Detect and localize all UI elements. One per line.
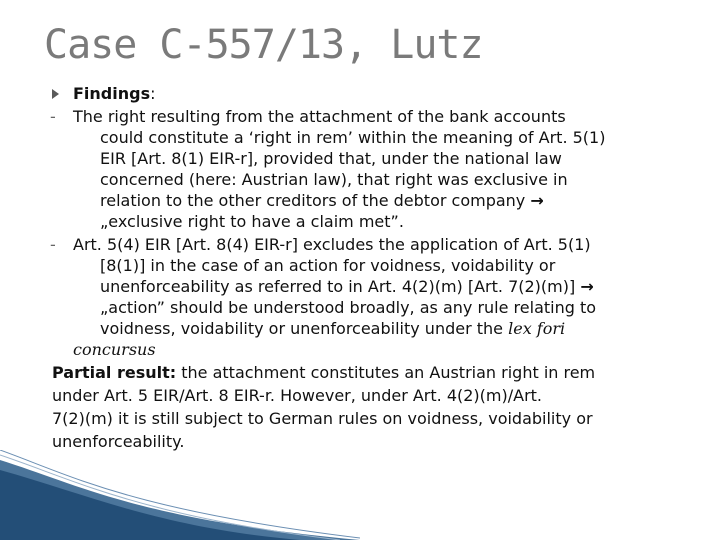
partial-result-line: under Art. 5 EIR/Art. 8 EIR-r. However, under Art. 4(2)(m)/Art. xyxy=(52,386,543,405)
item-line: Art. 5(4) EIR [Art. 8(4) EIR-r] excludes the application of Art. 5(1) xyxy=(73,235,591,254)
item-line-with-italic xyxy=(0,317,700,340)
triangle-bullet-icon xyxy=(52,89,59,99)
findings-heading xyxy=(0,82,700,105)
item-line: [8(1)] in the case of an action for voidness, voidability or xyxy=(100,256,556,275)
item-line: unenforceability as referred to in Art. 4(2)(m) [Art. 7(2)(m)] xyxy=(100,277,576,296)
slide-body xyxy=(0,82,700,453)
partial-result-label: Partial result: xyxy=(52,363,177,382)
item-line: „action” should be understood broadly, as any rule relating to xyxy=(100,298,597,317)
decorative-wave xyxy=(0,450,360,540)
partial-result-line: unenforceability. xyxy=(52,432,185,451)
findings-colon: : xyxy=(150,84,156,103)
item-line: The right resulting from the attachment of the bank accounts xyxy=(73,107,566,126)
findings-label: Findings xyxy=(73,84,151,103)
right-arrow-icon: → xyxy=(580,277,594,296)
list-item xyxy=(0,233,700,256)
partial-result-line: the attachment constitutes an Austrian right in rem xyxy=(181,363,596,382)
item-line: concerned (here: Austrian law), that right was exclusive in xyxy=(100,170,568,189)
dash-bullet: - xyxy=(50,107,56,126)
partial-result-line: 7(2)(m) it is still subject to German rules on voidness, voidability or xyxy=(52,409,593,428)
italic-term: concursus xyxy=(73,340,156,359)
item-line-with-arrow xyxy=(0,275,700,298)
partial-result xyxy=(0,361,700,453)
item-line: voidness, voidability or unenforceability under the xyxy=(100,319,504,338)
right-arrow-icon: → xyxy=(530,191,544,210)
item-line: EIR [Art. 8(1) EIR-r], provided that, under the national law xyxy=(100,149,562,168)
italic-term-continuation xyxy=(0,338,700,361)
item-line-with-arrow xyxy=(0,189,700,212)
slide-title: Case C-557/13, Lutz xyxy=(44,22,483,68)
list-item xyxy=(0,105,700,128)
item-line: „exclusive right to have a claim met”. xyxy=(100,212,404,231)
dash-bullet: - xyxy=(50,235,56,254)
item-line: could constitute a ‘right in rem’ within the meaning of Art. 5(1) xyxy=(100,128,606,147)
item-line: relation to the other creditors of the debtor company xyxy=(100,191,526,210)
italic-term: lex fori xyxy=(508,319,566,338)
